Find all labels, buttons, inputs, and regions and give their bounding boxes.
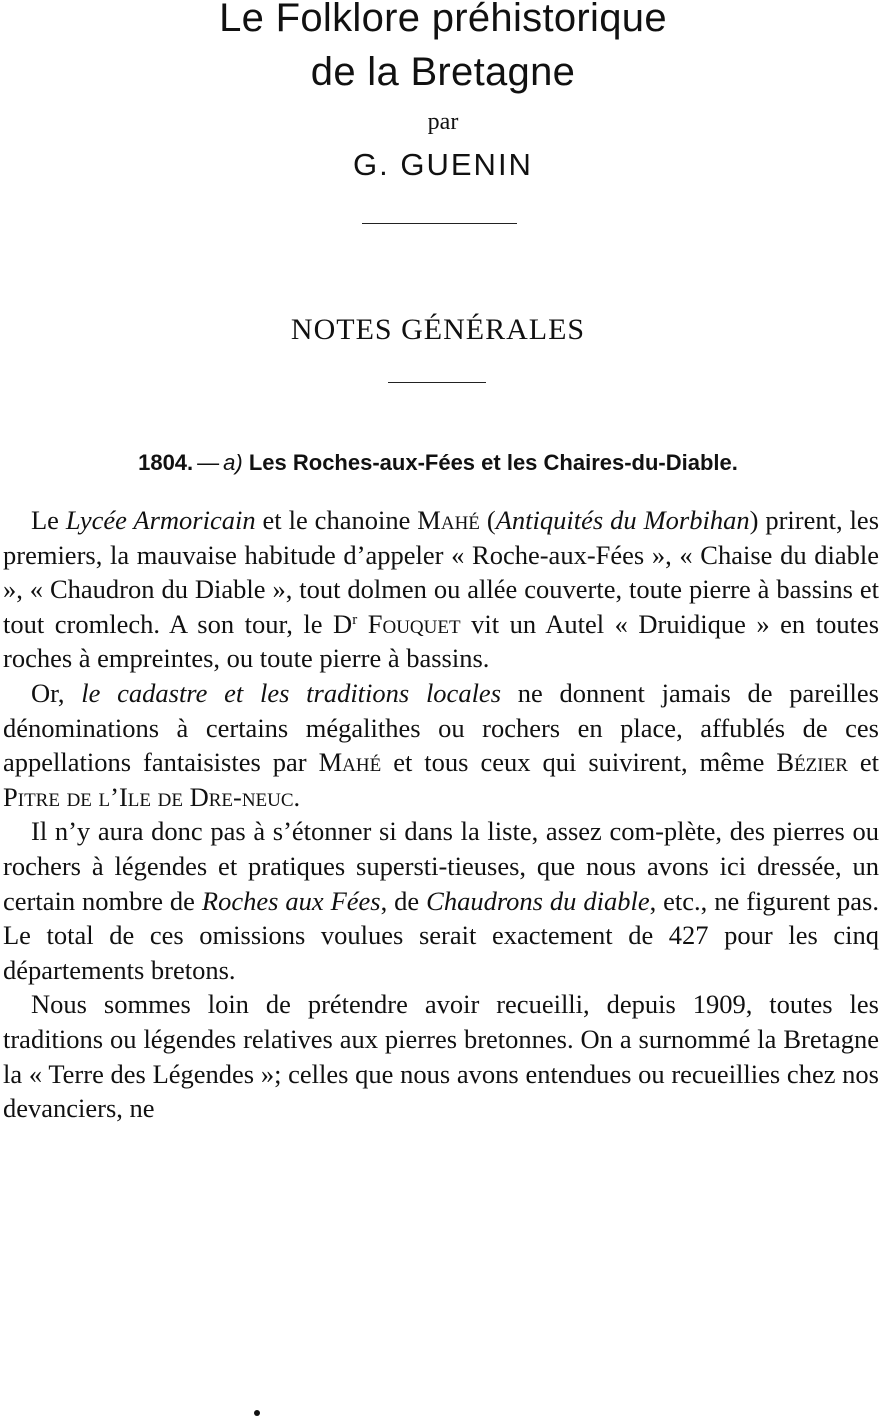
p2-italic-1: le cadastre et les traditions locales: [81, 677, 502, 708]
title-line-1: Le Folklore préhistorique: [219, 0, 667, 40]
p1-text-3: (: [479, 505, 496, 535]
paragraph-3: [3, 814, 879, 987]
p2-smallcaps-2: Bézier: [776, 747, 848, 778]
p3-text-1: Il n’y aura donc pas à s’étonner si dans la liste, assez com-plète, des pierres ou rochers à légendes et pratiques supersti-tieuses, que nous avons ici dressée, un certain nombre de: [3, 816, 879, 916]
paragraph-4: [3, 987, 879, 1125]
byline-par: par: [427, 109, 459, 135]
entry-heading: [0, 448, 876, 478]
p1-text-5: [357, 609, 368, 639]
p2-text-5: .: [293, 781, 301, 812]
p3-italic-1: Roches aux Fées: [201, 885, 381, 916]
p1-text-1: Le: [31, 505, 66, 535]
p1-smallcaps-1: Mahé: [417, 505, 480, 535]
p1-superscript: r: [352, 611, 358, 628]
p1-text-2: et le chanoine: [255, 505, 418, 535]
paragraph-1: [3, 503, 879, 676]
p1-smallcaps-2: Fouquet: [367, 608, 461, 639]
entry-number: 1804.: [138, 450, 194, 475]
p1-text-6: vit un Autel « Druidique » en toutes roches à empreintes, ou toute pierre à bassins.: [3, 608, 880, 674]
p2-text-4: et: [847, 747, 879, 778]
title-divider: [362, 223, 517, 224]
section-title: NOTES GÉNÉRALES: [290, 313, 586, 346]
p2-smallcaps-3: Pitre de l’Ile de Dre-neuc: [3, 781, 294, 812]
ink-speck: [254, 1410, 260, 1416]
p2-smallcaps-1: Mahé: [318, 747, 382, 778]
p4-text-1: Nous sommes loin de prétendre avoir recueilli, depuis 1909, toutes les traditions ou légendes relatives aux pierres bretonnes. On a surnommé la Bretagne la « Terre des Légendes »; celles que nous avons entendues ou recueillies chez nos devanciers, ne: [3, 989, 879, 1124]
section-divider: [388, 382, 486, 383]
p1-italic-2: Antiquités du Morbihan: [495, 505, 750, 535]
author-name: G. GUENIN: [353, 147, 533, 182]
paragraph-2: [3, 676, 879, 814]
p1-italic-1: Lycée Armoricain: [65, 505, 256, 535]
entry-dash: —: [197, 450, 220, 475]
entry-title: Les Roches-aux-Fées et les Chaires-du-Diable.: [248, 450, 738, 475]
p3-italic-2: Chaudrons du diable: [426, 885, 650, 916]
body-text: [3, 503, 879, 1126]
p3-text-2: , de: [380, 885, 427, 916]
p3-text-3: , etc., ne figurent pas. Le total de ces omissions voulues serait exactement de 427 pour les cinq départements bretons.: [3, 885, 879, 985]
title-line-2: de la Bretagne: [310, 50, 576, 94]
p2-text-3: et tous ceux qui suivirent, même: [381, 747, 777, 778]
entry-letter: a): [223, 450, 243, 475]
p2-text-2: ne donnent jamais de pareilles dénominations à certains mégalithes ou rochers en place, affublés de ces appellations fantaisistes par: [3, 677, 879, 778]
p2-text-1: Or,: [31, 677, 82, 708]
p1-text-4: ) prirent, les premiers, la mauvaise habitude d’appeler « Roche-aux-Fées », « Chaise du diable », « Chaudron du Diable », tout dolmen ou allée couverte, toute pierre à bassins et tout cromlech. A son tour, le D: [3, 505, 880, 639]
